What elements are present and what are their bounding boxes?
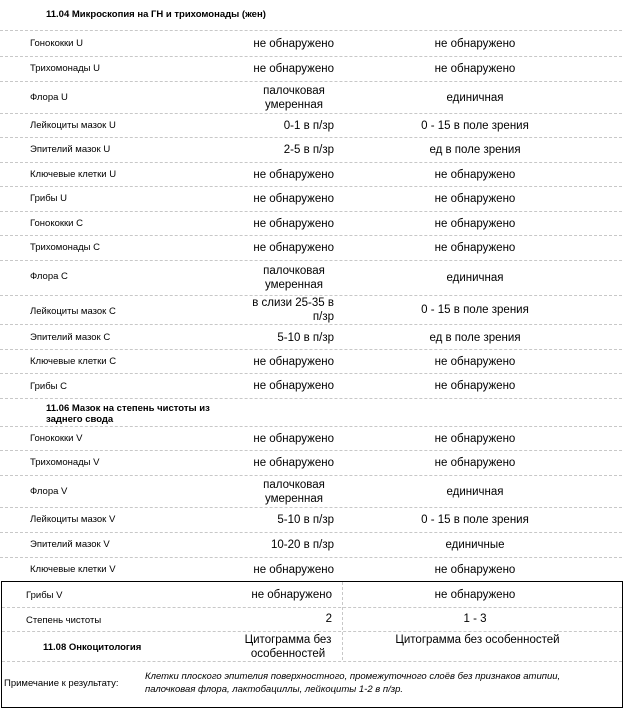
table-row	[0, 558, 622, 581]
table-row	[0, 296, 622, 325]
row-result: не обнаружено	[253, 169, 334, 181]
row-label: Эпителий мазок C	[30, 332, 111, 343]
row-label: Эпителий мазок U	[30, 144, 111, 155]
table-row	[0, 30, 622, 57]
note-text: Клетки плоского эпителия поверхностного, промежуточного слоёв без признаков атипии, палочковая флора, лактобациллы, лейкоциты 1-2 в п/зр.	[145, 671, 561, 695]
row-reference: не обнаружено	[434, 564, 516, 576]
row-label: Лейкоциты мазок C	[30, 306, 116, 317]
row-reference: не обнаружено	[434, 356, 516, 368]
row-result: в слизи 25-35 в п/зр	[252, 297, 334, 323]
row-reference: не обнаружено	[434, 433, 516, 445]
row-label: Ключевые клетки U	[30, 169, 117, 180]
table-row	[0, 374, 622, 399]
row-reference: не обнаружено	[434, 589, 516, 601]
row-label: Грибы U	[30, 193, 67, 204]
row-label: Грибы V	[26, 590, 63, 601]
table-row	[0, 508, 622, 533]
row-reference: 0 - 15 в поле зрения	[421, 514, 529, 526]
table-row	[0, 187, 622, 212]
table-row	[0, 533, 622, 558]
row-reference: ед в поле зрения	[429, 144, 521, 156]
row-result: 10-20 в п/зр	[270, 539, 334, 551]
section-title-11-04: 11.04 Микроскопия на ГН и трихомонады (жен)	[46, 9, 266, 20]
row-reference: единичные	[445, 539, 505, 551]
row-result: 5-10 в п/зр	[277, 332, 334, 344]
row-label: Трихомонады C	[30, 242, 101, 253]
row-label: Трихомонады U	[30, 63, 101, 74]
section-title-11-06: 11.06 Мазок на степень чистоты из заднего свода	[46, 403, 210, 425]
table-row	[2, 582, 622, 608]
row-reference: не обнаружено	[434, 457, 516, 469]
row-label: Флора U	[30, 92, 68, 103]
table-row	[0, 114, 622, 138]
row-result: не обнаружено	[253, 63, 334, 75]
row-reference: 0 - 15 в поле зрения	[421, 120, 529, 132]
row-result: 0-1 в п/зр	[283, 120, 334, 132]
table-row	[0, 451, 622, 476]
row-result: не обнаружено	[251, 589, 332, 601]
row-label: Грибы C	[30, 381, 67, 392]
row-label: Лейкоциты мазок U	[30, 120, 116, 131]
row-result: не обнаружено	[253, 218, 334, 230]
section-title-11-08: 11.08 Онкоцитология	[43, 642, 142, 653]
row-result: не обнаружено	[253, 193, 334, 205]
row-reference: единичная	[446, 486, 504, 498]
table-row	[0, 212, 622, 236]
row-reference: не обнаружено	[434, 193, 516, 205]
table-row	[0, 57, 622, 82]
row-reference: не обнаружено	[434, 169, 516, 181]
row-result: не обнаружено	[253, 242, 334, 254]
row-label: Степень чистоты	[26, 615, 102, 626]
row-result: 5-10 в п/зр	[277, 514, 334, 526]
row-result: не обнаружено	[253, 564, 334, 576]
row-label: Лейкоциты мазок V	[30, 514, 116, 525]
row-label: Флора C	[30, 271, 68, 282]
oncology-result: Цитограмма без особенностей	[244, 634, 332, 660]
row-label: Гонококки U	[30, 38, 83, 49]
row-result: не обнаружено	[253, 38, 334, 50]
table-row	[2, 608, 622, 632]
row-reference: не обнаружено	[434, 38, 516, 50]
row-result: не обнаружено	[253, 380, 334, 392]
row-result: не обнаружено	[253, 457, 334, 469]
note-label: Примечание к результату:	[4, 678, 119, 689]
table-row	[0, 476, 622, 508]
row-result: 2	[325, 613, 332, 625]
row-reference: не обнаружено	[434, 218, 516, 230]
row-label: Флора V	[30, 486, 68, 497]
row-label: Трихомонады V	[30, 457, 100, 468]
table-row	[0, 236, 622, 261]
table-row	[0, 426, 622, 451]
table-row	[0, 82, 622, 114]
row-reference: не обнаружено	[434, 380, 516, 392]
row-result: палочковая умеренная	[263, 85, 325, 111]
table-row-oncology	[2, 632, 622, 662]
row-result: палочковая умеренная	[263, 479, 325, 505]
row-reference: 0 - 15 в поле зрения	[421, 304, 529, 316]
row-label: Гонококки C	[30, 218, 83, 229]
row-reference: не обнаружено	[434, 63, 516, 75]
table-row	[0, 261, 622, 296]
table-row	[0, 163, 622, 187]
table-row	[0, 138, 622, 163]
row-reference: 1 - 3	[463, 613, 487, 625]
row-reference: единичная	[446, 92, 504, 104]
row-result: палочковая умеренная	[263, 265, 325, 291]
table-row	[0, 325, 622, 350]
table-row	[0, 350, 622, 374]
row-result: 2-5 в п/зр	[283, 144, 334, 156]
row-result: не обнаружено	[253, 356, 334, 368]
oncology-reference: Цитограмма без особенностей	[395, 634, 560, 646]
row-label: Ключевые клетки C	[30, 356, 117, 367]
row-label: Гонококки V	[30, 433, 83, 444]
row-label: Ключевые клетки V	[30, 564, 116, 575]
row-result: не обнаружено	[253, 433, 334, 445]
row-reference: единичная	[446, 272, 504, 284]
row-reference: ед в поле зрения	[429, 332, 521, 344]
row-label: Эпителий мазок V	[30, 539, 110, 550]
row-reference: не обнаружено	[434, 242, 516, 254]
